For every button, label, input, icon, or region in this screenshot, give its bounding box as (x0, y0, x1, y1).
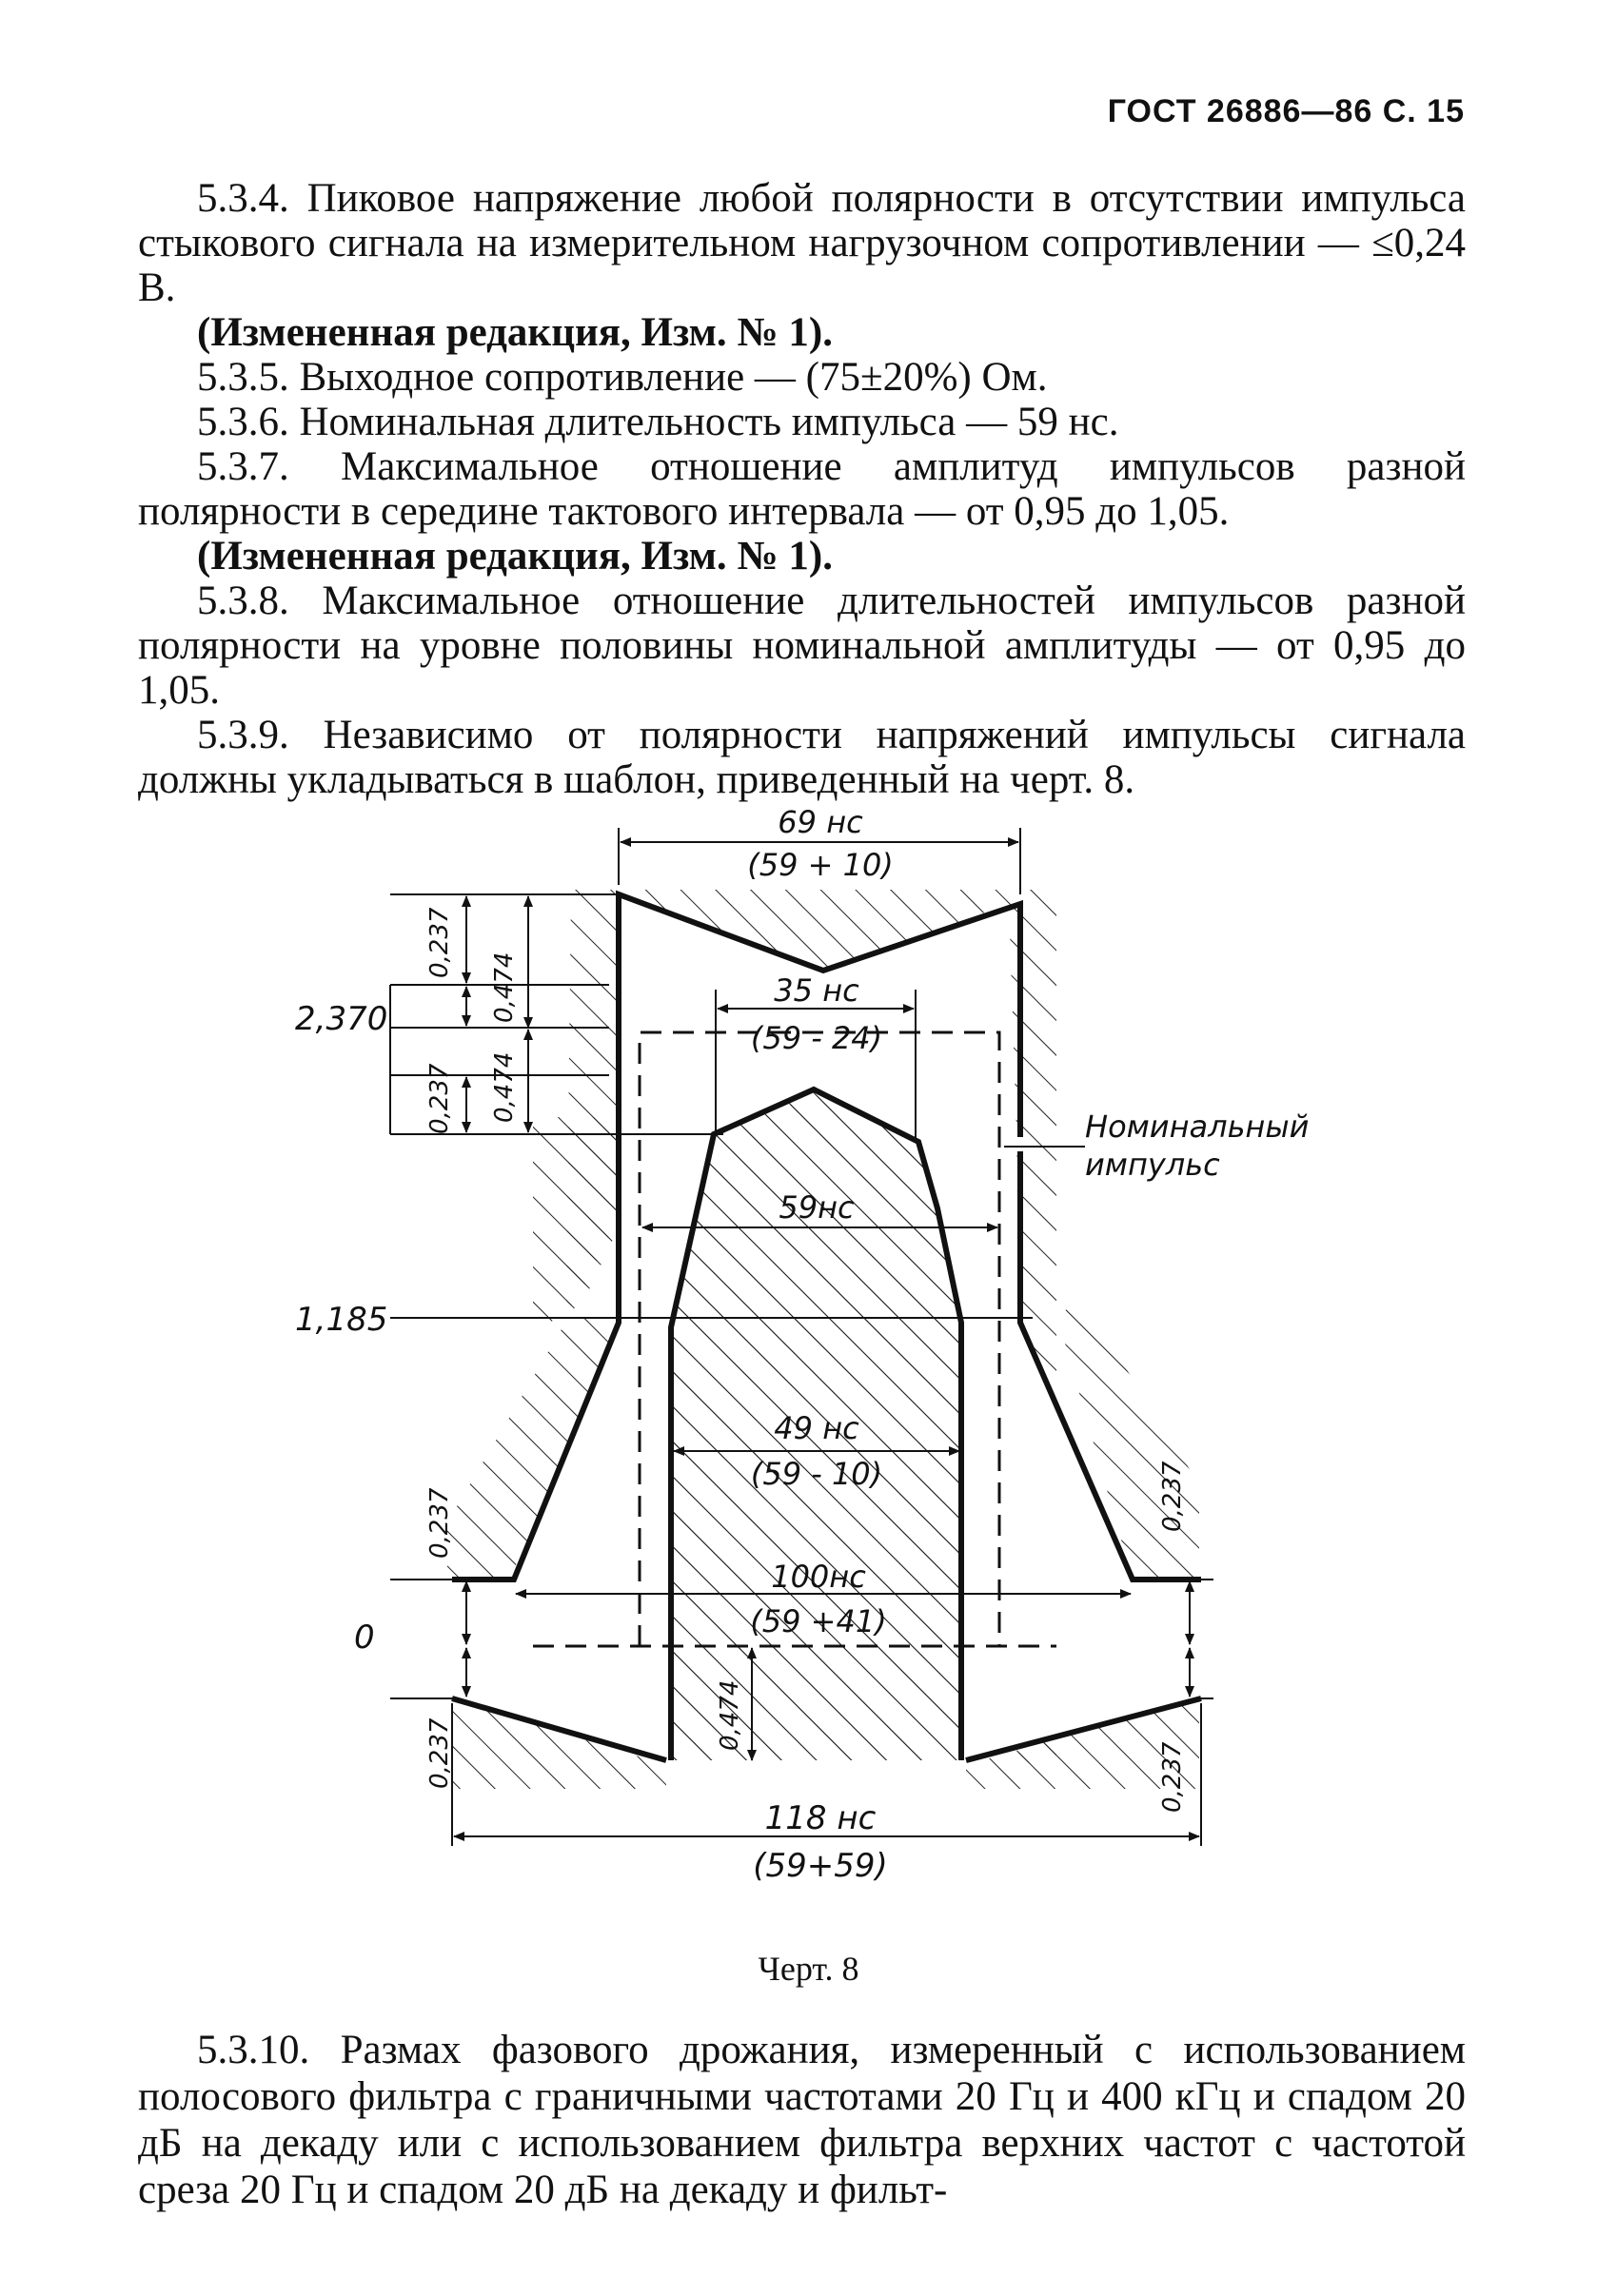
width-label: 35 нс (774, 972, 859, 1009)
tolerance-label: 0,237 (425, 907, 454, 978)
para-5-3-7: 5.3.7. Максимальное отношение амплитуд импульсов разной полярности в середине тактового интервала — от 0,95 до 1,05. (138, 444, 1466, 534)
pulse-label: импульс (1085, 1147, 1220, 1183)
tolerance-label: 0,237 (1158, 1741, 1187, 1813)
width-formula: (59 + 10) (747, 847, 894, 883)
level-label: 2,370 (295, 1000, 388, 1038)
width-label: 118 нс (764, 1799, 877, 1837)
continued-text (138, 2027, 1466, 2213)
para-5-3-8: 5.3.8. Максимальное отношение длительностей импульсов разной полярности на уровне половины номинальной амплитуды — от 0,95 до 1,05. (138, 579, 1466, 713)
width-formula: (59 - 24) (750, 1020, 883, 1056)
para-5-3-6: 5.3.6. Номинальная длительность импульса — 59 нс. (197, 400, 1119, 444)
tolerance-label: 0,474 (490, 1051, 519, 1123)
width-label: 49 нс (774, 1410, 859, 1446)
page-header: ГОСТ 26886—86 С. 15 (1107, 93, 1465, 129)
amendment-note: (Измененная редакция, Изм. № 1). (197, 310, 833, 355)
tolerance-label: 0,237 (425, 1717, 454, 1789)
width-label: 59нс (779, 1189, 855, 1226)
amendment-note: (Измененная редакция, Изм. № 1). (197, 534, 833, 579)
pulse-label: Номинальный (1085, 1109, 1310, 1145)
level-label: 0 (354, 1619, 375, 1657)
para-5-3-4: 5.3.4. Пиковое напряжение любой полярности в отсутствии импульса стыкового сигнала на измерительном нагрузочном сопротивлении — ≤0,24 В. (138, 176, 1466, 310)
width-formula: (59+59) (753, 1847, 888, 1885)
tolerance-label: 0,237 (425, 1063, 454, 1134)
figure-caption: Черт. 8 (758, 1950, 859, 1988)
width-label: 69 нс (778, 804, 863, 840)
width-formula: (59 - 10) (750, 1456, 883, 1492)
para-5-3-9: 5.3.9. Независимо от полярности напряжений импульсы сигнала должны укладываться в шаблон, приведенный на черт. 8. (138, 713, 1466, 802)
tolerance-label: 0,237 (425, 1487, 454, 1559)
width-label: 100нс (771, 1559, 866, 1595)
para-5-3-10: 5.3.10. Размах фазового дрожания, измеренный с использованием полосового фильтра с граничными частотами 20 Гц и 400 кГц и спадом 20 дБ на декаду или с использованием фильтра верхних частот с частотой среза 20 Гц и спадом 20 дБ на декаду и фильт- (138, 2028, 1466, 2212)
tolerance-label: 0,474 (716, 1679, 744, 1751)
para-5-3-5: 5.3.5. Выходное сопротивление — (75±20%) Ом. (197, 355, 1048, 400)
tolerance-label: 0,474 (490, 952, 519, 1023)
level-label: 1,185 (295, 1301, 388, 1339)
tolerance-label: 0,237 (1158, 1461, 1187, 1532)
width-formula: (59 +41) (750, 1603, 887, 1639)
